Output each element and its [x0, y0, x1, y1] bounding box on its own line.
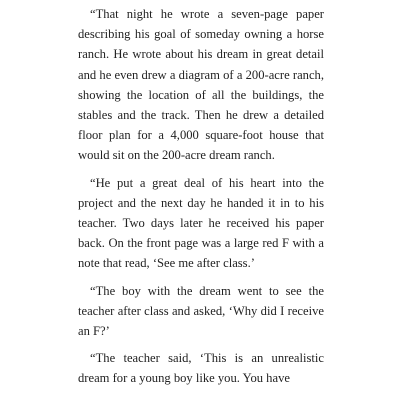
paragraph-ranch-paper: “That night he wrote a seven-page paper describing his goal of someday owning a horse ranch. He wrote about his dream in great detail and he even drew a diagram of a 200-acre ranch, showing the location of all the buildings, the stables and the track. Then he drew a detailed floor plan for a 4,000 square-foot house that would sit on the 200-acre dream ranch.: [78, 7, 324, 163]
paragraph-teacher-reply: “The teacher said, ‘This is an unrealistic dream for a young boy like you. You have: [78, 351, 324, 386]
paragraph-asks-teacher: “The boy with the dream went to see the teacher after class and asked, ‘Why did I receive an F?’: [78, 283, 324, 339]
body-text-column: [78, 4, 324, 396]
paragraph-handed-in: “He put a great deal of his heart into the project and the next day he handed it in to his teacher. Two days later he received his paper back. On the front page was a large red F with a note that read, ‘See me after class.’: [78, 175, 324, 271]
